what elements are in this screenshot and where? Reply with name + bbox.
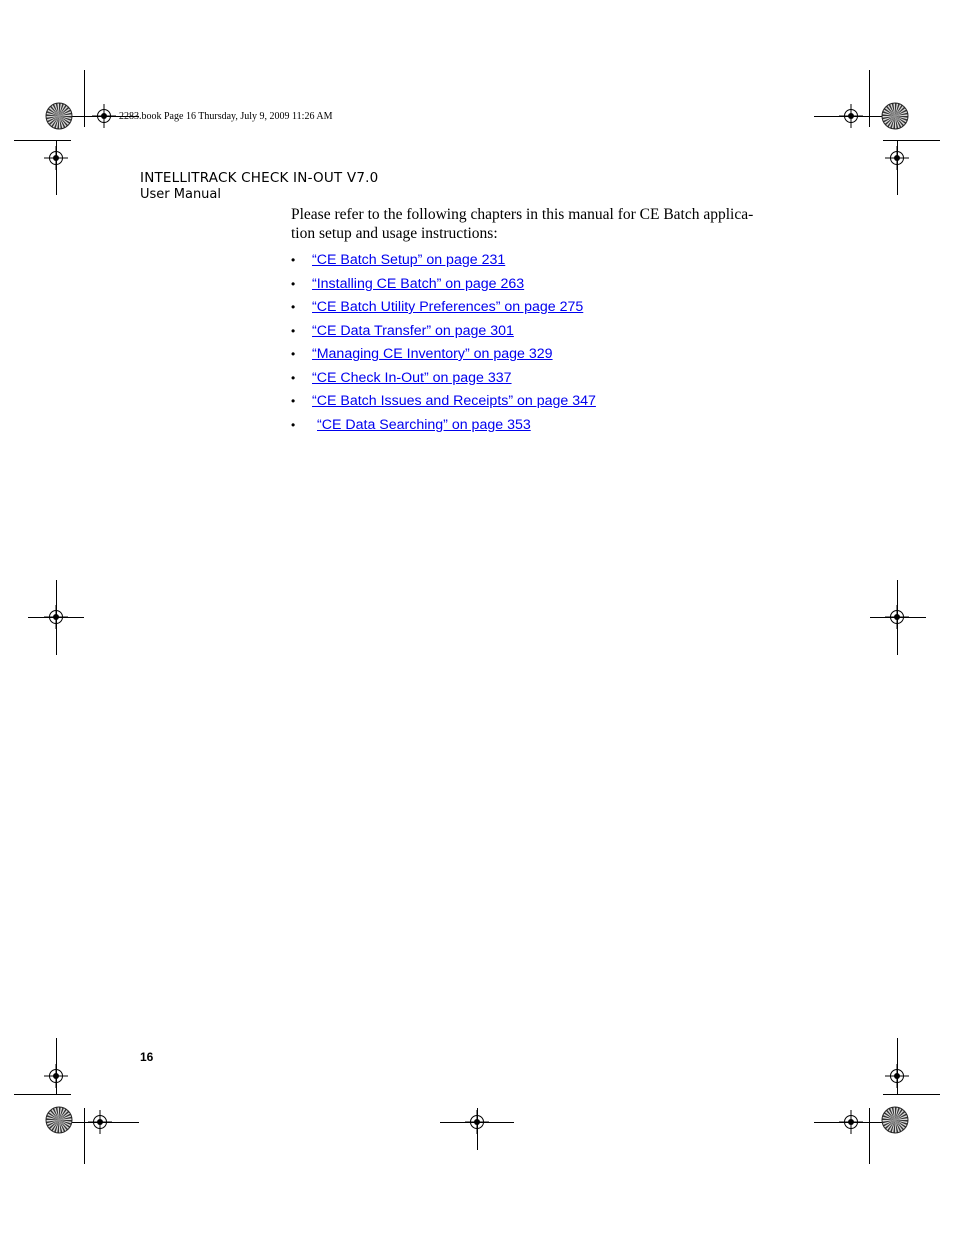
registration-mark-icon [885, 146, 909, 170]
registration-mark-icon [44, 146, 68, 170]
crop-line [883, 140, 940, 141]
registration-mark-icon [88, 1110, 112, 1134]
intro-line: tion setup and usage instructions: [291, 225, 498, 242]
chapter-link-installing-ce-batch[interactable]: “Installing CE Batch” on page 263 [312, 275, 525, 292]
chapter-link-ce-batch-issues-and-receipts[interactable]: “CE Batch Issues and Receipts” on page 347 [312, 393, 596, 409]
bullet-icon: • [291, 370, 296, 385]
registration-mark-icon [44, 1064, 68, 1088]
crop-line [883, 1094, 940, 1095]
bullet-icon: • [291, 417, 296, 432]
book-slug: 2283.book Page 16 Thursday, July 9, 2009 11:26 AM [119, 111, 333, 122]
chapter-link-ce-batch-setup[interactable]: “CE Batch Setup” on page 231 [312, 252, 506, 268]
crop-line [869, 70, 870, 127]
running-header-title: INTELLITRACK CHECK IN-OUT V7.0 [140, 170, 379, 186]
chapter-link-managing-ce-inventory[interactable]: “Managing CE Inventory” on page 329 [312, 346, 553, 362]
starburst-target-icon [881, 1106, 909, 1134]
running-header-subtitle: User Manual [140, 187, 222, 202]
chapter-link-ce-batch-utility-preferences[interactable]: “CE Batch Utility Preferences” on page 275 [312, 299, 584, 315]
bullet-icon: • [291, 300, 296, 314]
bullet-icon: • [291, 253, 296, 267]
registration-mark-icon [839, 104, 863, 128]
registration-mark-icon [44, 605, 68, 629]
crop-line [869, 1108, 870, 1164]
registration-mark-icon [92, 104, 116, 128]
page-number: 16 [140, 1050, 154, 1064]
crop-line [84, 70, 85, 127]
registration-mark-icon [885, 605, 909, 629]
registration-mark-icon [839, 1110, 863, 1134]
crop-line [14, 1094, 71, 1095]
chapter-link-ce-data-transfer[interactable]: “CE Data Transfer” on page 301 [312, 322, 514, 339]
starburst-target-icon [45, 102, 73, 130]
crop-line [84, 1108, 85, 1164]
bullet-icon: • [291, 276, 296, 291]
chapter-link-ce-data-searching[interactable]: “CE Data Searching” on page 353 [317, 416, 531, 433]
chapter-link-ce-check-in-out[interactable]: “CE Check In-Out” on page 337 [312, 369, 512, 386]
crop-line [14, 140, 71, 141]
bullet-icon: • [291, 394, 296, 408]
starburst-target-icon [45, 1106, 73, 1134]
bullet-icon: • [291, 347, 296, 361]
starburst-target-icon [881, 102, 909, 130]
intro-line: Please refer to the following chapters in this manual for CE Batch applica- [291, 206, 754, 223]
intro-paragraph [291, 205, 766, 243]
bullet-icon: • [291, 323, 296, 338]
registration-mark-icon [465, 1110, 489, 1134]
registration-mark-icon [885, 1064, 909, 1088]
